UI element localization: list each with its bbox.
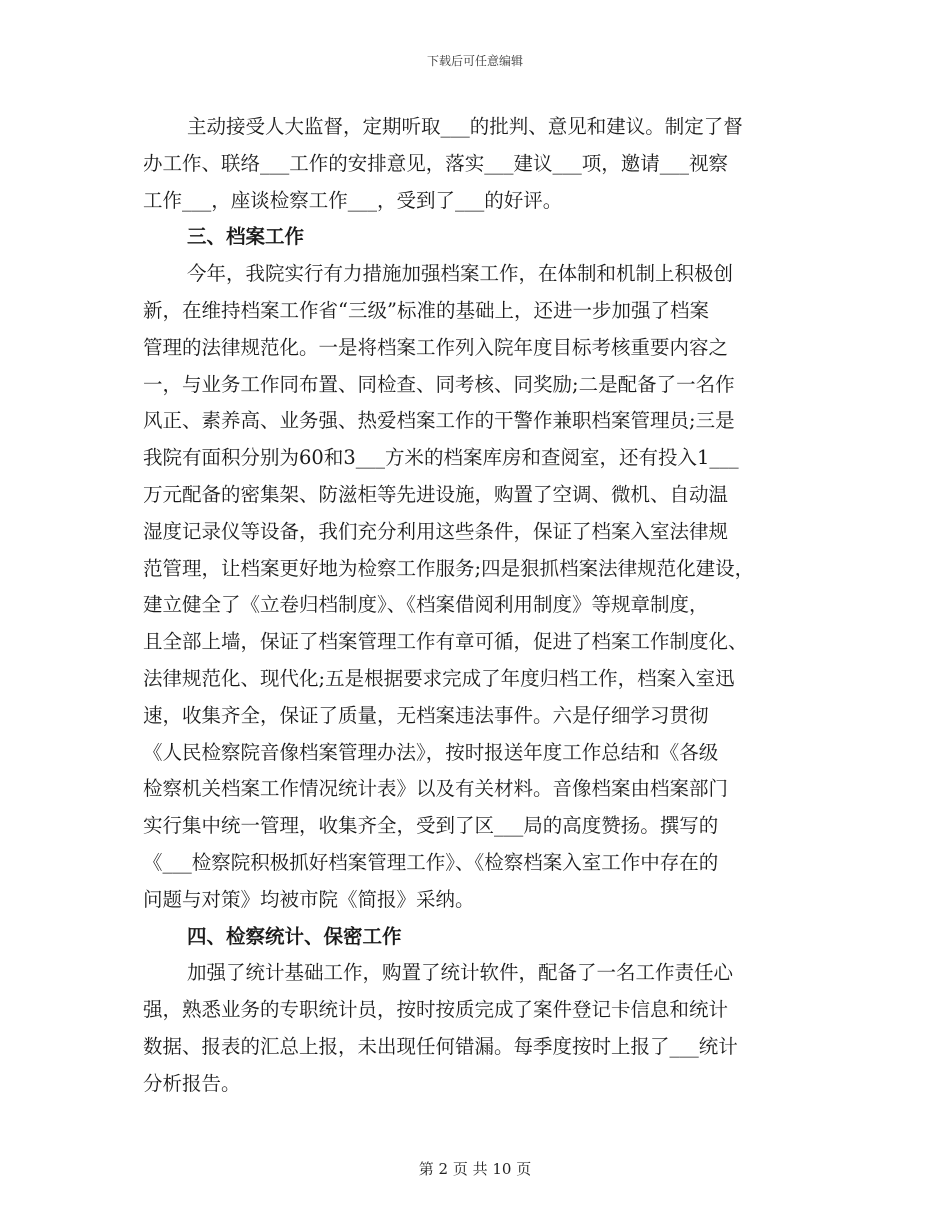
paragraph-line: 一，与业务工作同布置、同检查、同考核、同奖励;二是配备了一名作: [143, 372, 735, 396]
paragraph-line: 办工作、联络___工作的安排意见，落实___建议___项，邀请___视察: [143, 151, 729, 175]
paragraph-line: 《人民检察院音像档案管理办法》，按时报送年度工作总结和《各级: [143, 740, 719, 764]
paragraph-line: 建立健全了《立卷归档制度》、《档案借阅利用制度》等规章制度，: [143, 593, 709, 617]
paragraph-line: 速，收集齐全，保证了质量，无档案违法事件。六是仔细学习贯彻: [143, 703, 709, 727]
paragraph-line: 实行集中统一管理，收集齐全，受到了区___局的高度赞扬。撰写的: [143, 814, 719, 838]
paragraph-line: 风正、素养高、业务强、热爱档案工作的干警作兼职档案管理员;三是: [143, 409, 735, 433]
paragraph-line: 范管理，让档案更好地为检察工作服务;四是狠抓档案法律规范化建设，: [143, 556, 755, 580]
paragraph-line: 《___检察院积极抓好档案管理工作》、《检察档案入室工作中存在的: [143, 850, 719, 874]
paragraph-line: 我院有面积分别为60和3___方米的档案库房和查阅室，还有投入1___: [143, 446, 739, 470]
paragraph-line: 检察机关档案工作情况统计表》以及有关材料。音像档案由档案部门: [143, 777, 729, 801]
page-footer: 第 2 页 共 10 页: [418, 1160, 532, 1178]
paragraph-line: 强，熟悉业务的专职统计员，按时按质完成了案件登记卡信息和统计: [143, 998, 729, 1022]
paragraph-line: 新，在维持档案工作省“三级”标准的基础上，还进一步加强了档案: [143, 298, 709, 322]
page-header: 下载后可任意编辑: [426, 54, 523, 68]
paragraph-line: 万元配备的密集架、防滋柜等先进设施，购置了空调、微机、自动温: [143, 482, 729, 506]
paragraph-line: 今年，我院实行有力措施加强档案工作，在体制和机制上积极创: [187, 262, 734, 286]
paragraph-line: 且全部上墙，保证了档案管理工作有章可循，促进了档案工作制度化、: [143, 630, 748, 654]
paragraph-line: 管理的法律规范化。一是将档案工作列入院年度目标考核重要内容之: [143, 335, 729, 359]
paragraph-line: 问题与对策》均被市院《简报》采纳。: [143, 887, 475, 911]
paragraph-line: 加强了统计基础工作，购置了统计软件，配备了一名工作责任心: [187, 961, 734, 985]
paragraph-line: 法律规范化、现代化;五是根据要求完成了年度归档工作，档案入室迅: [143, 666, 735, 690]
section-heading: 四、检察统计、保密工作: [187, 924, 402, 948]
paragraph-line: 湿度记录仪等设备，我们充分利用这些条件，保证了档案入室法律规: [143, 519, 729, 543]
paragraph-line: 数据、报表的汇总上报，未出现任何错漏。每季度按时上报了___统计: [143, 1034, 738, 1058]
paragraph-line: 分析报告。: [143, 1071, 241, 1095]
paragraph-line: 工作___，座谈检察工作___，受到了___的好评。: [143, 188, 563, 212]
document-body: [143, 109, 813, 1103]
section-heading: 三、档案工作: [187, 225, 305, 249]
paragraph-line: 主动接受人大监督，定期听取___的批判、意见和建议。制定了督: [187, 115, 743, 138]
